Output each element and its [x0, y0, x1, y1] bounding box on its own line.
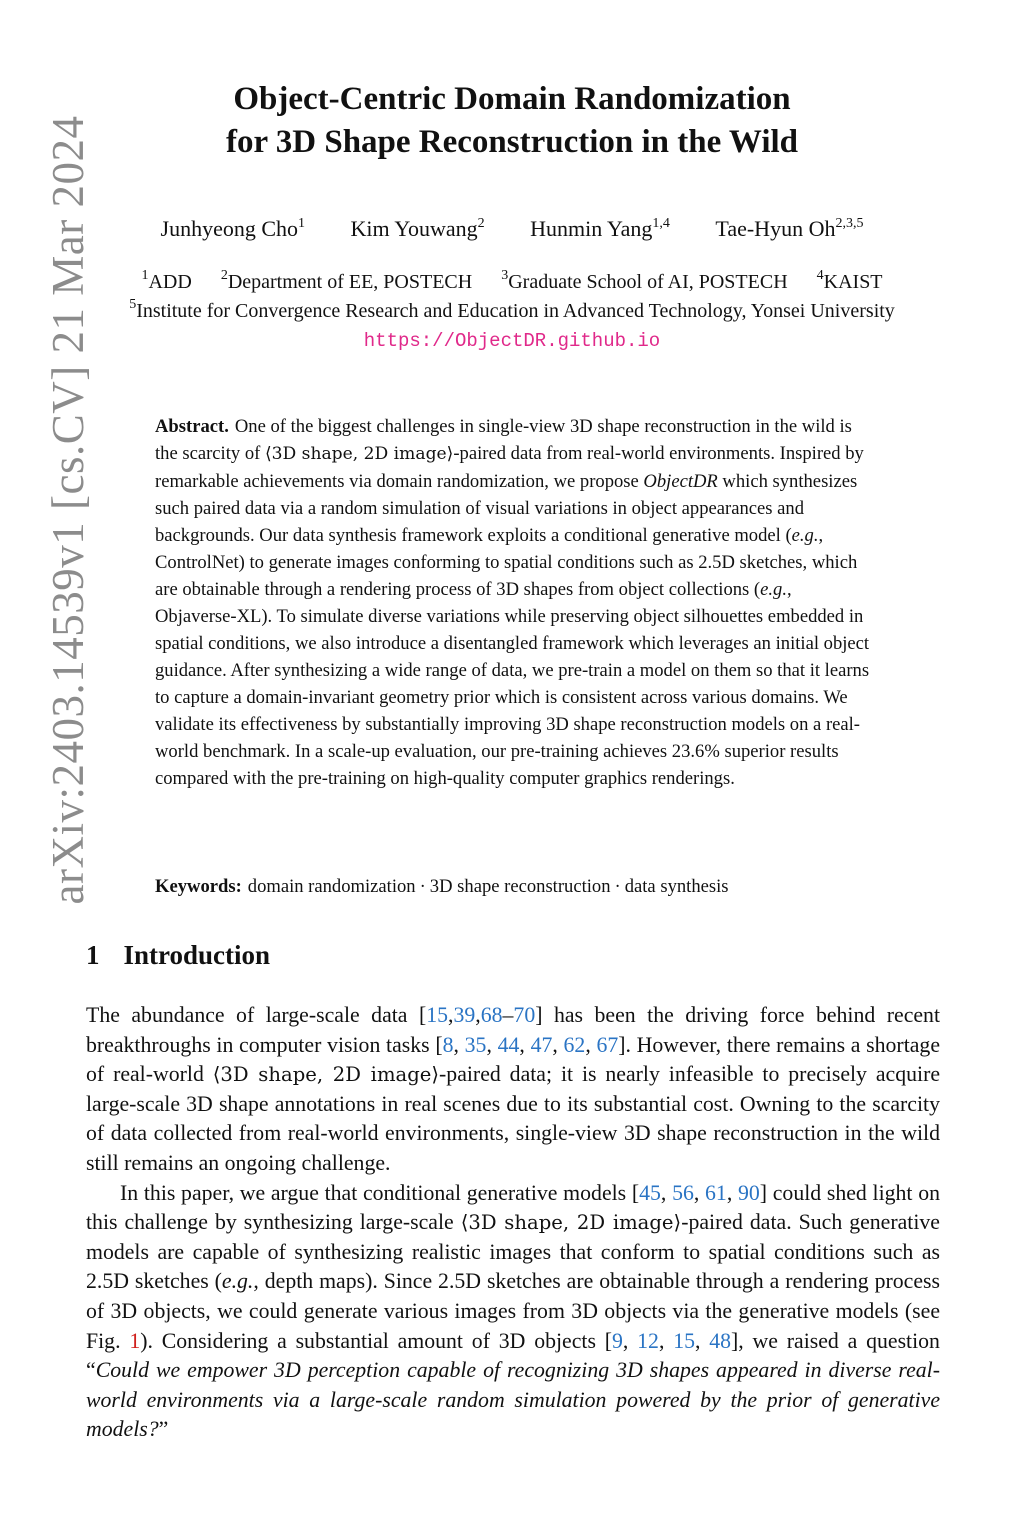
citation-link[interactable]: 90	[737, 1180, 760, 1205]
affiliation-3: $^3$Graduate School of AI, POSTECH	[501, 268, 788, 293]
keyword-item: data synthesis	[624, 876, 729, 897]
citation-link[interactable]: 15	[426, 1003, 449, 1027]
citation-link[interactable]: 39	[453, 1003, 476, 1027]
arxiv-identifier-stamp: arXiv:2403.14539v1 [cs.CV] 21 Mar 2024	[43, 115, 93, 905]
citation-link[interactable]: 45	[639, 1180, 661, 1205]
keyword-item: 3D shape reconstruction	[429, 876, 611, 897]
abstract-label: Abstract.	[155, 416, 229, 437]
citation-link[interactable]: 67	[596, 1032, 619, 1057]
affiliations-line-2	[0, 297, 1024, 323]
citation-link[interactable]: 35	[464, 1032, 487, 1057]
keywords: Keywords: domain randomization · 3D shape reconstruction · data synthesis	[155, 876, 729, 897]
citation-link[interactable]: 47	[530, 1032, 553, 1057]
paired-data-notation: ⟨3D shape, 2D image⟩	[212, 1063, 440, 1087]
citation-link[interactable]: 9	[612, 1328, 623, 1353]
paper-title-line-2: for 3D Shape Reconstruction in the Wild	[225, 124, 799, 160]
author-list	[0, 216, 1024, 242]
affiliations-line-1	[0, 268, 1024, 294]
project-url-link[interactable]: https://ObjectDR.github.io	[363, 330, 661, 352]
affiliation-5: $^5$Institute for Convergence Research and Education in Advanced Technology, Yonsei University	[129, 297, 895, 322]
keywords-label: Keywords:	[155, 876, 242, 897]
section-heading-introduction: 1 Introduction	[86, 940, 271, 970]
citation-link[interactable]: 68	[480, 1003, 503, 1027]
paper-title-line-1: Object-Centric Domain Randomization	[233, 81, 791, 117]
intro-paragraph-1: The abundance of large-scale data [15,39,68–70] has been the driving force behind recent breakthroughs in computer vision tasks [8, 35, 44, 47, 62, 67]. However, there remains a shortage of real-world ⟨3D shape, 2D image⟩-paired data; it is nearly infeasible to precisely acquire large-scale 3D shape annotations in real scenes due to its substantial cost. Owning to the scarcity of data collected from real-world environments, single-view 3D shape reconstruction in the wild still remains an ongoing challenge.	[86, 1003, 941, 1175]
method-name: ObjectDR	[643, 471, 718, 492]
intro-paragraph-2: In this paper, we argue that conditional generative models [45, 56, 61, 90] could shed light on this challenge by synthesizing large-scale ⟨3D shape, 2D image⟩-paired data. Such generative models are capable of synthesizing realistic images that conform to spatial conditions such as 2.5D sketches (e.g., depth maps). Since 2.5D sketches are obtainable through a rendering process of 3D objects, we could generate various images from 3D objects via the generative models (see Fig. 1). Considering a substantial amount of 3D objects [9, 12, 15, 48], we raised a question “Could we empower 3D perception capable of recognizing 3D shapes appeared in diverse real-world environments via a large-scale random simulation powered by the prior of generative models?”	[86, 1180, 940, 1442]
introduction-body	[86, 1001, 940, 1445]
citation-link[interactable]: 70	[513, 1003, 536, 1027]
author-4: Tae-Hyun Oh$^{2,3,5}$	[715, 216, 864, 241]
author-3: Hunmin Yang$^{1,4}$	[530, 216, 670, 241]
paper-title	[0, 78, 1024, 164]
research-question: Could we empower 3D perception capable of recognizing 3D shapes appeared in diverse real-world environments via a large-scale random simulation powered by the prior of generative models?	[86, 1358, 940, 1442]
paired-data-notation: ⟨3D shape, 2D image⟩	[460, 1211, 682, 1235]
keyword-item: domain randomization	[247, 876, 416, 897]
citation-link[interactable]: 61	[705, 1180, 727, 1205]
figure-reference-link[interactable]: 1	[129, 1328, 141, 1353]
affiliation-1: $^1$ADD	[141, 268, 192, 293]
citation-link[interactable]: 56	[672, 1180, 694, 1205]
citation-link[interactable]: 8	[442, 1032, 454, 1057]
citation-link[interactable]: 48	[709, 1328, 732, 1353]
abstract: Abstract. One of the biggest challenges in single-view 3D shape reconstruction in the wild is the scarcity of ⟨3D shape, 2D image⟩-paired data from real-world environments. Inspired by remarkable achievements via domain randomization, we propose ObjectDR which synthesizes such paired data via a random simulation of visual variations in object appearances and backgrounds. Our data synthesis framework exploits a conditional generative model (e.g., ControlNet) to generate images conforming to spatial conditions such as 2.5D sketches, which are obtainable through a rendering process of 3D shapes from object collections (e.g., Objaverse-XL). To simulate diverse variations while preserving object silhouettes embedded in spatial conditions, we also introduce a disentangled framework which leverages an initial object guidance. After synthesizing a wide range of data, we pre-train a model on them so that it learns to capture a domain-invariant geometry prior which is consistent across various domains. We validate its effectiveness by substantially improving 3D shape reconstruction models on a real-world benchmark. In a scale-up evaluation, our pre-training achieves 23.6% superior results compared with the pre-training on high-quality computer graphics renderings.	[155, 416, 870, 789]
affiliation-4: $^4$KAIST	[816, 268, 883, 293]
author-2: Kim Youwang$^2$	[350, 216, 485, 241]
citation-link[interactable]: 15	[673, 1328, 695, 1353]
citation-link[interactable]: 44	[497, 1032, 520, 1057]
citation-link[interactable]: 62	[563, 1032, 586, 1057]
affiliation-2: $^2$Department of EE, POSTECH	[220, 268, 473, 293]
paired-data-notation: ⟨3D shape, 2D image⟩	[264, 444, 454, 464]
citation-link[interactable]: 12	[637, 1328, 659, 1353]
author-1: Junhyeong Cho$^1$	[160, 216, 306, 241]
